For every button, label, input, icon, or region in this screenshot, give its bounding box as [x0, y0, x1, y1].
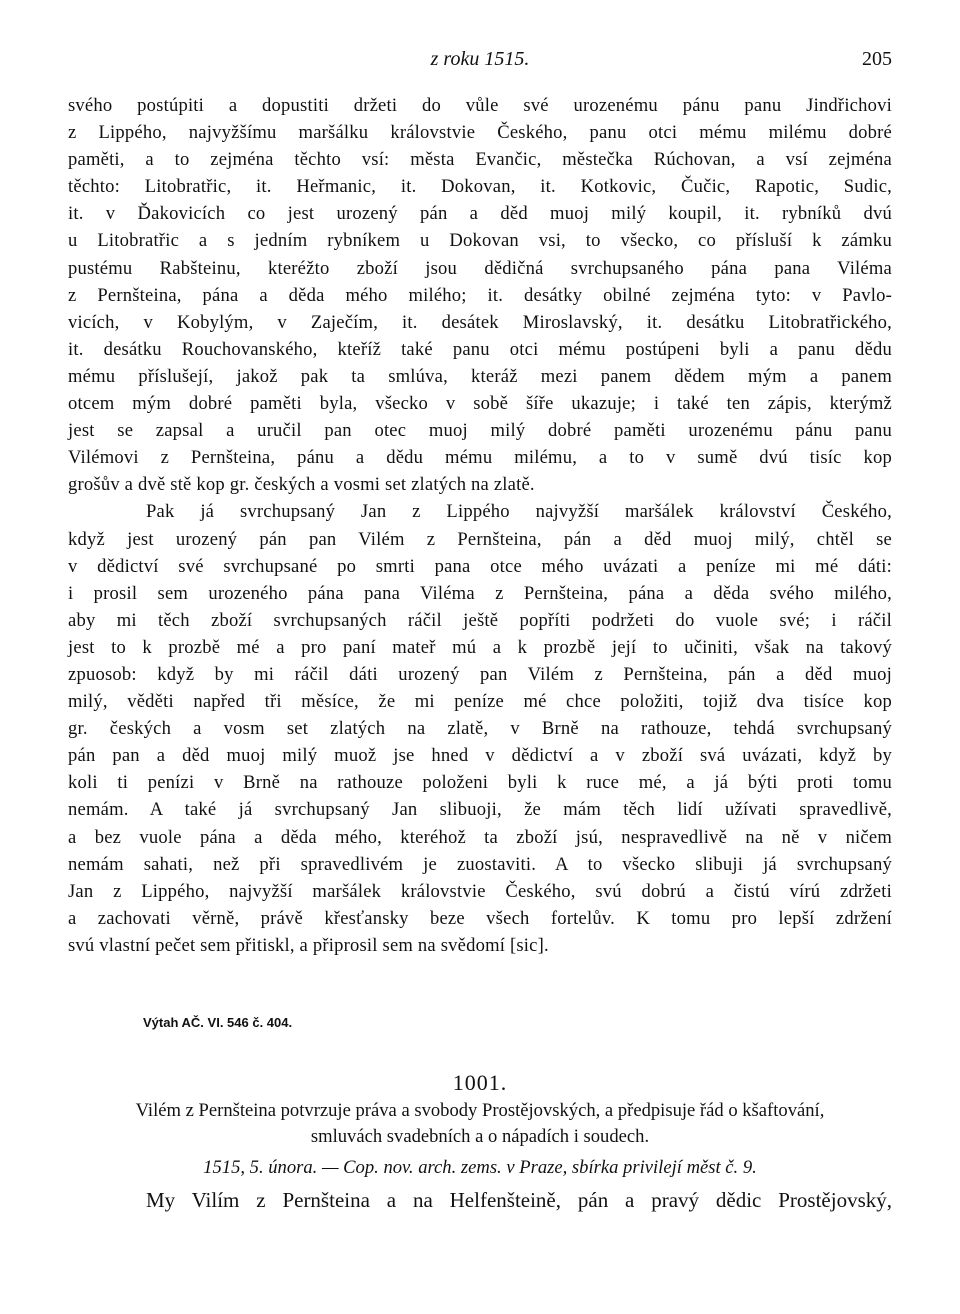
text-line: Jan z Lippého, najvyžší maršálek královstvie Českého, svú dobrú a čistú vírú zdržeti — [68, 880, 892, 902]
text-line: nemám. A také já svrchupsaný Jan slibuoji, že mám těch lidí užívati spravedlivě, — [68, 799, 892, 821]
text-line: u Litobratřic a s jedním rybníkem u Dokovan vsi, to všecko, co přísluší k zámku — [68, 230, 892, 252]
text-line: gr. českých a vosm set zlatých na zlatě, v Brně na rathouze, tehdá svrchupsaný — [68, 718, 892, 740]
text-line-paragraph-end: grošův a dvě stě kop gr. českých a vosmi set zlatých na zlatě. — [68, 474, 535, 496]
text-line: koli ti penízi v Brně na rathouze položeni byli k ruce mé, a já býti proti tomu — [68, 772, 892, 794]
text-line: svého postúpiti a dopustiti držeti do vůle své urozenému pánu panu Jindřichovi — [68, 95, 892, 116]
text-line: Vilémovi z Pernšteina, pánu a dědu mému milému, a to v sumě dvú tisíc kop — [68, 447, 892, 469]
text-line: a bez vuole pána a děda mého, kteréhož ta zboží jsú, nespravedlivě na ně v ničem — [68, 826, 892, 848]
text-line: otcem mým dobré paměti byla, všecko v sobě šíře ukazuje; i také ten zápis, kterýmž — [68, 393, 892, 415]
text-line: zpuosob: když by mi ráčil dáti urozený pan Vilém z Pernšteina, pán a děd muoj — [68, 663, 892, 685]
text-line: v dědictví své svrchupsané po smrti pana otce mého uvázati a peníze mi mé dáti: — [68, 555, 892, 577]
document-number: 1001. — [452, 1070, 508, 1095]
text-line: pustému Rabšteinu, kteréžto zboží jsou dědičná svrchupsaného pána pana Viléma — [68, 257, 892, 279]
text-line: it. desátku Rouchovanského, kteříž také panu otci mému postúpeni byli a panu dědu — [68, 338, 892, 360]
page-number: 205 — [862, 48, 892, 70]
text-line: pán pan a děd muoj milý muož jse hned v dědictví a v zboží svá uvázati, když by — [68, 745, 892, 767]
page-header — [68, 48, 892, 78]
text-line: nemám sahati, než při spravedlivém je zuostaviti. A to všecko slibuji já svrchupsaný — [68, 853, 892, 875]
text-line: jest se zapsal a uručil pan otec muoj milý dobré paměti urozenému pánu panu — [68, 420, 892, 442]
text-line: z Pernšteina, pána a děda mého milého; it. desátky obilné zejména tyto: v Pavlo- — [68, 284, 892, 306]
text-line: těchto: Litobratřic, it. Heřmanic, it. Dokovan, it. Kotkovic, Čučic, Rapotic, Sudic, — [68, 176, 892, 198]
text-line: milý, věděti napřed tři měsíce, že mi peníze mé chce položiti, tojiž dva tisíce kop — [68, 691, 892, 713]
source-note: Výtah AČ. VI. 546 č. 404. — [143, 1015, 293, 1030]
document-opening-line: My Vilím z Pernšteina a na Helfenšteině, pán a pravý dědic Prostějovský, — [146, 1188, 892, 1212]
text-line: vicích, v Kobylým, v Zaječím, it. desátek Miroslavský, it. desátku Litobratřického, — [68, 311, 892, 333]
document-summary-line: Vilém z Pernšteina potvrzuje práva a svobody Prostějovských, a předpisuje řád o kšaftování, — [135, 1100, 825, 1121]
text-line: it. v Ďakovicích co jest urozený pán a děd muoj milý koupil, it. rybníků dvú — [68, 203, 892, 225]
running-title: z roku 1515. — [430, 48, 530, 70]
document-summary — [68, 1098, 892, 1150]
body-text — [68, 92, 892, 959]
text-line: z Lippého, najvyžšímu maršálku královstvie Českého, panu otci mému milému dobré — [68, 122, 892, 144]
text-line: když jest urozený pán pan Vilém z Pernšteina, pán a děd muoj milý, chtěl se — [68, 528, 892, 550]
text-line: a zachovati věrně, právě křesťansky beze všech fortelův. K tomu pro lepší zdržení — [68, 907, 892, 929]
document-date-line: 1515, 5. února. — Cop. nov. arch. zems. v Praze, sbírka privilejí měst č. 9. — [203, 1157, 757, 1178]
text-line: i prosil sem urozeného pána pana Viléma z Pernšteina, pána a děda svého milého, — [68, 582, 892, 604]
text-line: jest to k prozbě mé a pro paní mateř mú a k prozbě její to učiniti, však na takový — [68, 636, 892, 658]
document-summary-line: smluvách svadebních a o nápadích i soudech. — [310, 1126, 650, 1147]
text-line: aby mi těch zboží svrchupsaných ráčil ještě popříti podržeti do vuole své; i ráčil — [68, 609, 892, 631]
text-line: mému příslušejí, jakož pak ta smlúva, kteráž mezi panem dědem mým a panem — [68, 365, 892, 387]
text-line-paragraph-start: Pak já svrchupsaný Jan z Lippého najvyžší maršálek království Českého, — [146, 501, 892, 523]
text-line: paměti, a to zejména těchto vsí: města Evančic, městečka Rúchovan, a vsí zejména — [68, 149, 892, 171]
text-line-paragraph-end: svú vlastní pečet sem přitiskl, a připrosil sem na svědomí [sic]. — [68, 934, 549, 956]
